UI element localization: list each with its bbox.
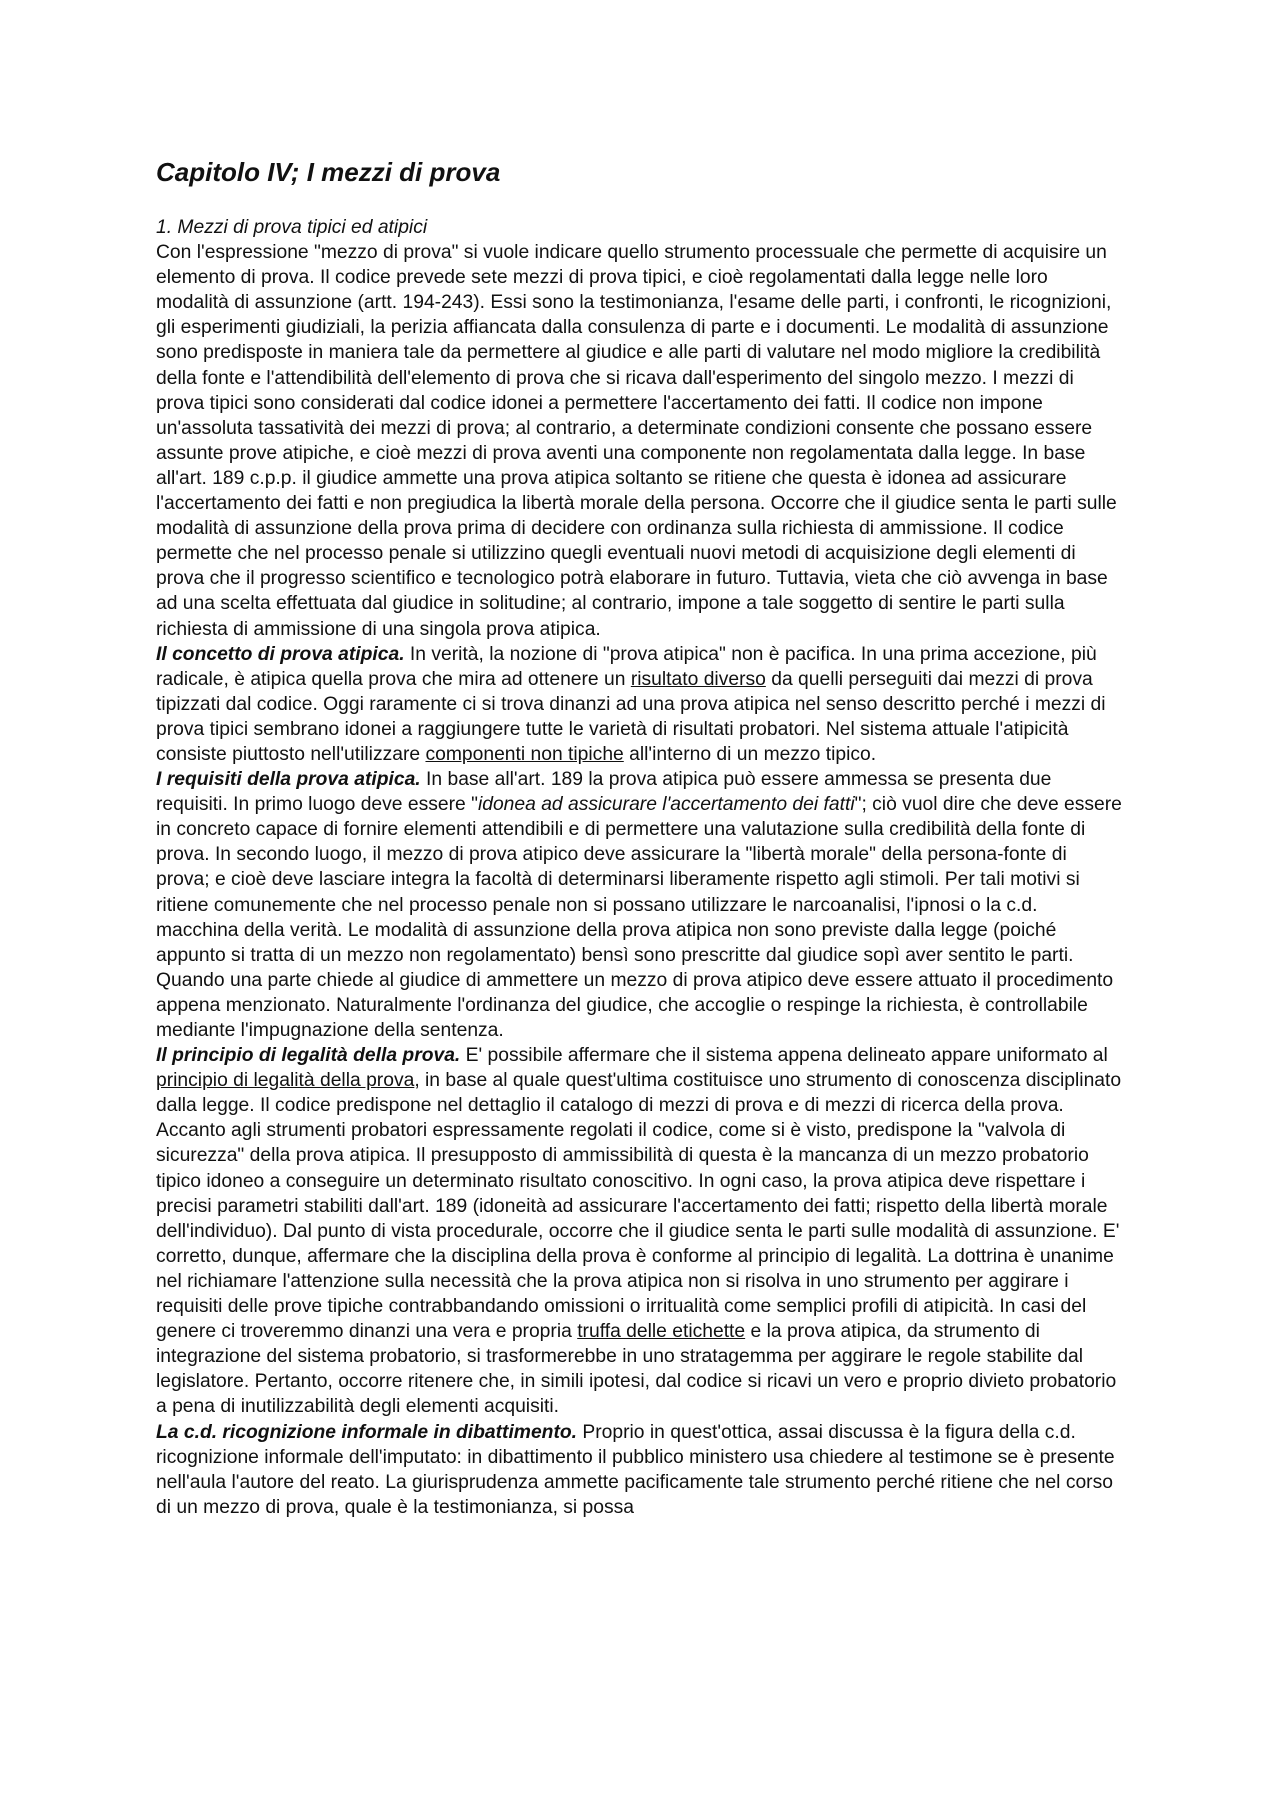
- underlined-phrase: truffa delle etichette: [577, 1321, 746, 1343]
- paragraph-text: E' possibile affermare che il sistema appena delineato appare uniformato al: [460, 1045, 1108, 1067]
- paragraph-heading: Il concetto di prova atipica.: [156, 643, 405, 665]
- section-heading: 1. Mezzi di prova tipici ed atipici: [156, 217, 428, 238]
- paragraph-text: all'interno di un mezzo tipico.: [623, 743, 877, 765]
- paragraph-heading: La c.d. ricognizione informale in dibattimento.: [156, 1421, 578, 1443]
- paragraph-concetto: [156, 642, 1124, 767]
- document-page: [156, 156, 1124, 1520]
- underlined-phrase: componenti non tipiche: [425, 743, 624, 765]
- paragraph-text: "; ciò vuol dire che deve essere in concreto capace di fornire elementi attendibili e di permettere una valutazione sulla credibilità della fonte di prova. In secondo luogo, il mezzo di prova atipico deve assicurare la "libertà morale" della persona-fonte di prova; e cioè deve lasciare integra la facoltà di determinarsi liberamente rispetto agli stimoli. Per tali motivi si ritiene comunemente che nel processo penale non si possano utilizzare le narcoanalisi, l'ipnosi o la c.d. macchina della verità. Le modalità di assunzione della prova atipica non sono previste dalla legge (poiché appunto si tratta di un mezzo non regolamentato) bensì sono prescritte dal giudice sopì aver sentito le parti. Quando una parte chiede al giudice di ammettere un mezzo di prova atipico deve essere attuato il procedimento appena menzionato. Naturalmente l'ordinanza del giudice, che accoglie o respinge la richiesta, è controllabile mediante l'impugnazione della sentenza.: [156, 794, 1122, 1041]
- underlined-phrase: risultato diverso: [630, 668, 766, 690]
- paragraph-text: In base all'art. 189 la prova atipica può essere ammessa se presenta due requisiti. In primo luogo deve essere ": [156, 769, 1052, 816]
- chapter-title: Capitolo IV; I mezzi di prova: [156, 157, 501, 187]
- underlined-phrase: principio di legalità della prova: [156, 1070, 415, 1092]
- paragraph-intro: Con l'espressione "mezzo di prova" si vuole indicare quello strumento processuale che permette di acquisire un elemento di prova. Il codice prevede sete mezzi di prova tipici, e cioè regolamentati dalla legge nelle loro modalità di assunzione (artt. 194-243). Essi sono la testimonianza, l'esame delle parti, i confronti, le ricognizioni, gli esperimenti giudiziali, la perizia affiancata dalla consulenza di parte e i documenti. Le modalità di assunzione sono predisposte in maniera tale da permettere al giudice e alle parti di valutare nel modo migliore la credibilità della fonte e l'attendibilità dell'elemento di prova che si ricava dall'esperimento del singolo mezzo. I mezzi di prova tipici sono considerati dal codice idonei a permettere l'accertamento dei fatti. Il codice non impone un'assoluta tassatività dei mezzi di prova; al contrario, a determinate condizioni consente che possano essere assunte prove atipiche, e cioè mezzi di prova aventi una componente non regolamentata dalla legge. In base all'art. 189 c.p.p. il giudice ammette una prova atipica soltanto se ritiene che questa è idonea ad assicurare l'accertamento dei fatti e non pregiudica la libertà morale della persona. Occorre che il giudice senta le parti sulle modalità di assunzione della prova prima di decidere con ordinanza sulla richiesta di ammissione. Il codice permette che nel processo penale si utilizzino quegli eventuali nuovi metodi di acquisizione degli elementi di prova che il progresso scientifico e tecnologico potrà elaborare in futuro. Tuttavia, vieta che ciò avvenga in base ad una scelta effettuata dal giudice in solitudine; al contrario, impone a tale soggetto di sentire le parti sulla richiesta di ammissione di una singola prova atipica.: [156, 242, 1117, 640]
- paragraph-text: da quelli perseguiti dai mezzi di prova tipizzati dal codice. Oggi raramente ci si trova dinanzi ad una prova atipica nel senso descritto perché i mezzi di prova tipici sembrano idonei a raggiungere tutte le varietà di risultati probatori. Nel sistema attuale l'atipicità consiste piuttosto nell'utilizzare: [156, 668, 1106, 765]
- paragraph-requisiti: [156, 767, 1124, 1043]
- paragraph-ricognizione: [156, 1420, 1124, 1520]
- paragraph-text: e la prova atipica, da strumento di integrazione del sistema probatorio, si trasformerebbe in uno stratagemma per aggirare le regole stabilite dal legislatore. Pertanto, occorre ritenere che, in simili ipotesi, dal codice si ricavi un vero e proprio divieto probatorio a pena di inutilizzabilità degli elementi acquisiti.: [156, 1321, 1117, 1418]
- paragraph-heading: I requisiti della prova atipica.: [156, 769, 421, 791]
- paragraph-text: Proprio in quest'ottica, assai discussa è la figura della c.d. ricognizione informale dell'imputato: in dibattimento il pubblico ministero usa chiedere al testimone se è presente nell'aula l'autore del reato. La giurisprudenza ammette pacificamente tale strumento perché ritiene che nel corso di un mezzo di prova, quale è la testimonianza, si possa: [156, 1421, 1115, 1518]
- italic-quote: idonea ad assicurare l'accertamento dei fatti: [477, 794, 855, 816]
- paragraph-heading: Il principio di legalità della prova.: [156, 1045, 461, 1067]
- paragraph-text: , in base al quale quest'ultima costituisce uno strumento di conoscenza disciplinato dalla legge. Il codice predispone nel dettaglio il catalogo di mezzi di prova e di mezzi di ricerca della prova. Accanto agli strumenti probatori espressamente regolati il codice, come si è visto, predispone la "valvola di sicurezza" della prova atipica. Il presupposto di ammissibilità di questa è la mancanza di un mezzo probatorio tipico idoneo a conseguire un determinato risultato conoscitivo. In ogni caso, la prova atipica deve rispettare i precisi parametri stabiliti dall'art. 189 (idoneità ad assicurare l'accertamento dei fatti; rispetto della libertà morale dell'individuo). Dal punto di vista procedurale, occorre che il giudice senta le parti sulle modalità di assunzione. E' corretto, dunque, affermare che la disciplina della prova è conforme al principio di legalità. La dottrina è unanime nel richiamare l'attenzione sulla necessità che la prova atipica non si risolva in uno strumento per aggirare i requisiti delle prove tipiche contrabbandando omissioni o irritualità come semplici profili di atipicità. In casi del genere ci troveremmo dinanzi una vera e propria: [156, 1070, 1122, 1343]
- paragraph-legalita: [156, 1043, 1124, 1419]
- paragraph-text: In verità, la nozione di "prova atipica" non è pacifica. In una prima accezione, più radicale, è atipica quella prova che mira ad ottenere un: [156, 643, 1097, 690]
